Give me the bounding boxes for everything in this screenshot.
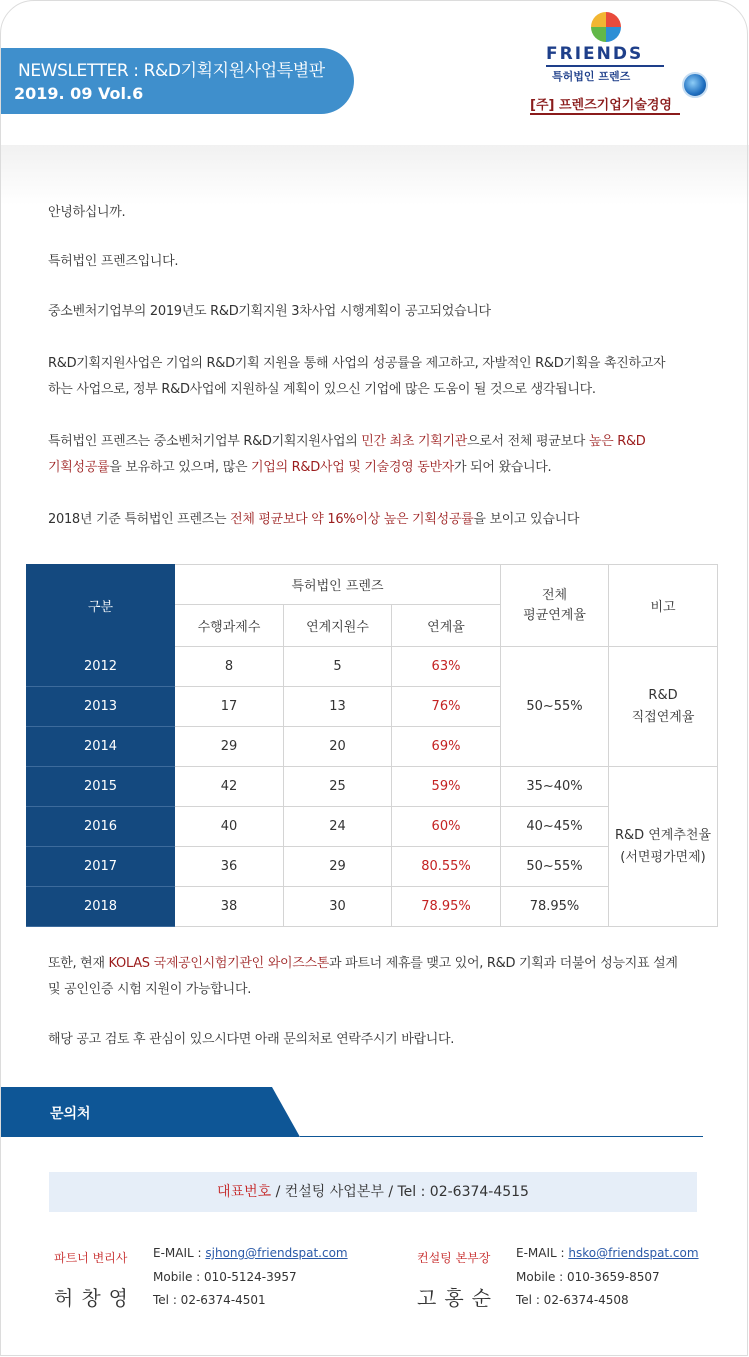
average-cell: 40~45%	[501, 807, 609, 847]
person2-mobile: Mobile : 010-3659-8507	[516, 1270, 660, 1284]
strengths-text-d: 가 되어 왔습니다.	[454, 460, 552, 475]
person1-tel: Tel : 02-6374-4501	[153, 1293, 266, 1307]
note-direct-link	[609, 647, 718, 767]
rep-department: 컨설팅 사업본부	[284, 1184, 384, 1200]
description-line-1: R&D기획지원사업은 기업의 R&D기획 지원을 통해 사업의 성공률을 제고하고, 자발적인 R&D기획을 촉진하고자	[48, 356, 666, 371]
intro-text: 특허법인 프렌즈입니다.	[48, 254, 179, 269]
logo-divider	[546, 65, 664, 67]
performance-table	[26, 564, 718, 927]
note-line: R&D 연계추천율	[614, 827, 712, 843]
stat-paragraph	[48, 507, 708, 533]
kolas-text-a: 또한, 현재	[48, 956, 109, 971]
description-line-2: 하는 사업으로, 정부 R&D사업에 지원하실 계획이 있으신 기업에 많은 도움이 될 것으로 생각됩니다.	[48, 382, 596, 397]
rate-cell: 60%	[392, 807, 501, 847]
email-label: E-MAIL :	[153, 1246, 206, 1260]
average-cell: 50~55%	[501, 847, 609, 887]
note-line: 직접연계율	[631, 709, 695, 725]
greeting-text: 안녕하십니까.	[48, 205, 126, 220]
newsletter-issue: 2019. 09 Vol.6	[14, 84, 144, 103]
tasks-cell: 42	[175, 767, 284, 807]
year-cell: 2015	[27, 767, 175, 807]
strengths-text-b: 으로서 전체 평균보다	[467, 434, 589, 449]
note-line: R&D	[648, 687, 678, 703]
table-row	[27, 647, 718, 687]
contact-section-tab	[0, 1087, 300, 1137]
rate-cell: 63%	[392, 647, 501, 687]
program-description	[48, 351, 708, 403]
kolas-text-b: 과 파트너 제휴를 맺고 있어, R&D 기획과 더불어 성능지표 설계	[329, 956, 678, 971]
announcement-text: 중소벤처기업부의 2019년도 R&D기획지원 3차사업 시행계획이 공고되었습니다	[48, 304, 491, 319]
kolas-text-line-2: 및 공인인증 시험 지원이 가능합니다.	[48, 982, 252, 997]
company-logo	[530, 10, 720, 120]
separator: /	[383, 1184, 398, 1200]
separator: /	[271, 1184, 285, 1200]
note-recommend-rate	[609, 767, 718, 927]
links-cell: 24	[284, 807, 392, 847]
average-cell: 78.95%	[501, 887, 609, 927]
person2-email-line	[516, 1246, 699, 1260]
person2-tel: Tel : 02-6374-4508	[516, 1293, 629, 1307]
strengths-text-a: 특허법인 프렌즈는 중소벤처기업부 R&D기획지원사업의	[48, 434, 362, 449]
email-label: E-MAIL :	[516, 1246, 569, 1260]
closing-text: 해당 공고 검토 후 관심이 있으시다면 아래 문의처로 연락주시기 바랍니다.	[48, 1032, 455, 1047]
table-row	[27, 767, 718, 807]
rate-cell: 76%	[392, 687, 501, 727]
contact-divider	[300, 1136, 703, 1137]
stat-text-a: 2018년 기준 특허법인 프렌즈는	[48, 512, 231, 527]
highlight-first-private: 민간 최초 기획기관	[361, 434, 468, 449]
links-cell: 30	[284, 887, 392, 927]
header-friends-group: 특허법인 프렌즈	[175, 565, 501, 605]
logo-ball-icon	[591, 12, 621, 42]
tasks-cell: 29	[175, 727, 284, 767]
year-cell: 2014	[27, 727, 175, 767]
highlight-kolas: KOLAS 국제공인시험기관인 와이즈스톤	[108, 956, 330, 971]
logo-korean-name: 특허법인 프렌즈	[552, 70, 631, 83]
highlight-higher-rd: 높은 R&D	[588, 434, 646, 449]
highlight-16-percent: 전체 평균보다 약 16%이상 높은 기획성공률	[230, 512, 474, 527]
links-cell: 20	[284, 727, 392, 767]
rate-cell: 78.95%	[392, 887, 501, 927]
company-underline	[530, 113, 680, 115]
year-cell: 2012	[27, 647, 175, 687]
person1-mobile: Mobile : 010-5124-3957	[153, 1270, 297, 1284]
year-cell: 2016	[27, 807, 175, 847]
note-line: (서면평가면제)	[620, 849, 706, 865]
person1-email-link[interactable]: sjhong@friendspat.com	[205, 1246, 348, 1260]
tasks-cell: 38	[175, 887, 284, 927]
average-cell: 50~55%	[501, 647, 609, 767]
rate-cell: 69%	[392, 727, 501, 767]
header-task-count: 수행과제수	[175, 605, 284, 647]
rep-number-label: 대표번호	[217, 1184, 272, 1200]
person2-name: 고홍순	[417, 1286, 499, 1310]
newsletter-title: NEWSLETTER : R&D기획지원사업특별판	[18, 61, 325, 81]
person1-name: 허창영	[54, 1286, 136, 1310]
tasks-cell: 36	[175, 847, 284, 887]
tasks-cell: 17	[175, 687, 284, 727]
tasks-cell: 40	[175, 807, 284, 847]
strengths-paragraph	[48, 429, 708, 481]
highlight-success-rate: 기획성공률	[48, 460, 110, 475]
average-cell: 35~40%	[501, 767, 609, 807]
tasks-cell: 8	[175, 647, 284, 687]
stat-text-b: 을 보이고 있습니다	[473, 512, 580, 527]
header-link-rate: 연계율	[392, 605, 501, 647]
header-average-rate: 전체 평균연계율	[501, 565, 609, 647]
logo-wordmark: FRIENDS	[546, 44, 644, 64]
header-division: 구분	[27, 565, 175, 647]
company-name: [주] 프렌즈기업기술경영	[530, 98, 672, 113]
globe-icon	[682, 72, 708, 98]
links-cell: 13	[284, 687, 392, 727]
person1-email-line	[153, 1246, 348, 1260]
year-cell: 2018	[27, 887, 175, 927]
strengths-text-c: 을 보유하고 있으며, 많은	[109, 460, 252, 475]
rep-phone[interactable]: Tel : 02-6374-4515	[397, 1184, 529, 1200]
person2-email-link[interactable]: hsko@friendspat.com	[568, 1246, 699, 1260]
header-shade	[0, 145, 749, 205]
year-cell: 2017	[27, 847, 175, 887]
year-cell: 2013	[27, 687, 175, 727]
rate-cell: 80.55%	[392, 847, 501, 887]
person2-role: 컨설팅 본부장	[417, 1251, 491, 1265]
contact-section-title: 문의처	[50, 1106, 91, 1122]
links-cell: 5	[284, 647, 392, 687]
newsletter-banner	[0, 48, 354, 114]
links-cell: 29	[284, 847, 392, 887]
representative-number-box	[49, 1172, 697, 1212]
rate-cell: 59%	[392, 767, 501, 807]
header-note: 비고	[609, 565, 718, 647]
links-cell: 25	[284, 767, 392, 807]
person1-role: 파트너 변리사	[54, 1251, 128, 1265]
header-link-count: 연계지원수	[284, 605, 392, 647]
kolas-paragraph	[48, 951, 708, 1003]
highlight-partner: 기업의 R&D사업 및 기술경영 동반자	[251, 460, 455, 475]
